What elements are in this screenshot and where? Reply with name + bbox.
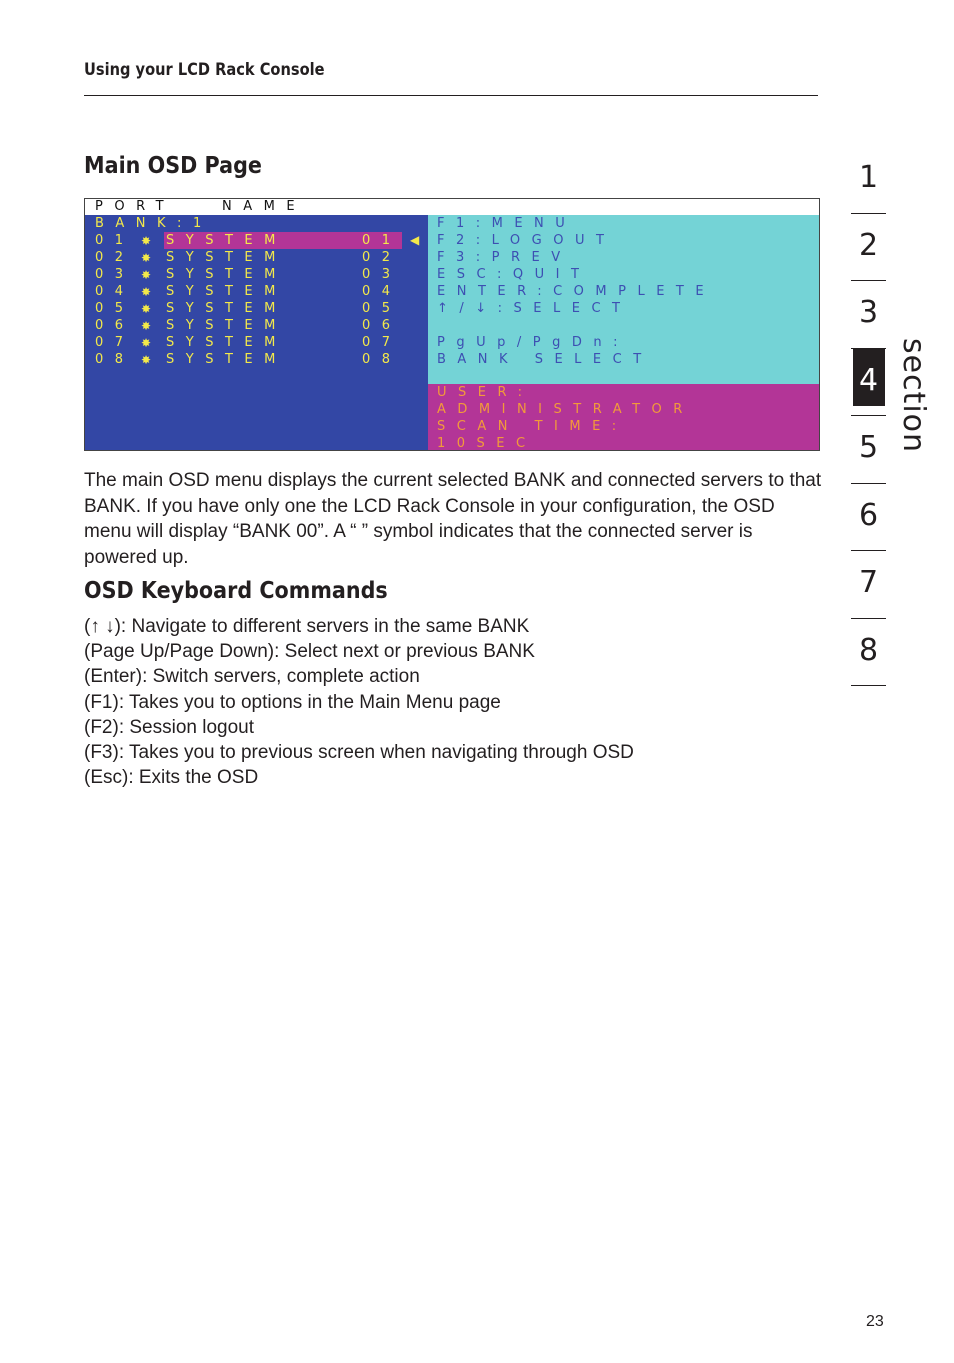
section-nav-number: 6 xyxy=(858,497,879,533)
osd-row-port: 03 xyxy=(95,267,135,282)
section-nav-item-7[interactable] xyxy=(851,551,886,619)
keyboard-commands-heading: OSD Keyboard Commands xyxy=(84,578,388,604)
keyboard-command: (F2): Session logout xyxy=(84,716,255,738)
keyboard-commands-list xyxy=(84,614,634,790)
osd-row-name: SYSTEM xyxy=(166,352,287,367)
header-rule xyxy=(84,95,818,96)
running-header: Using your LCD Rack Console xyxy=(84,60,325,80)
section-nav-number: 2 xyxy=(858,227,879,263)
osd-help-line: ENTER:COMPLETE xyxy=(437,284,716,299)
powered-up-icon: ✸ xyxy=(141,251,152,265)
osd-help-line: F1:MENU xyxy=(437,216,577,231)
section-nav-item-4[interactable] xyxy=(851,349,886,417)
osd-status-line: 10SEC xyxy=(437,436,537,451)
osd-help-line: ESC:QUIT xyxy=(437,267,591,282)
osd-row-port: 06 xyxy=(95,318,135,333)
page-number: 23 xyxy=(866,1313,884,1330)
osd-row-port: 01 xyxy=(95,233,135,248)
section-nav-number: 8 xyxy=(858,632,879,668)
keyboard-command: (↑ ↓): Navigate to different servers in the same BANK xyxy=(84,616,530,637)
keyboard-command: (Esc): Exits the OSD xyxy=(84,767,259,789)
osd-row-number: 08 xyxy=(362,352,402,367)
osd-row-port: 02 xyxy=(95,250,135,265)
selected-pointer-icon: ◀ xyxy=(410,233,420,247)
osd-row-name: SYSTEM xyxy=(166,250,287,265)
section-nav-item-5[interactable] xyxy=(851,416,886,484)
osd-row-port: 08 xyxy=(95,352,135,367)
powered-up-icon: ✸ xyxy=(141,336,152,350)
osd-row-name: SYSTEM xyxy=(166,233,287,248)
osd-help-line: ↑/↓:SELECT xyxy=(437,301,632,316)
osd-row-name: SYSTEM xyxy=(166,267,287,282)
powered-up-icon: ✸ xyxy=(141,319,152,333)
osd-row-port: 04 xyxy=(95,284,135,299)
powered-up-icon: ✸ xyxy=(141,285,152,299)
keyboard-command: (Enter): Switch servers, complete action xyxy=(84,666,420,688)
osd-row-number: 03 xyxy=(362,267,402,282)
section-nav-item-3[interactable] xyxy=(851,281,886,349)
osd-status-line: SCAN TIME: xyxy=(437,419,628,434)
powered-up-icon: ✸ xyxy=(141,302,152,316)
section-nav-number: 1 xyxy=(858,160,879,195)
section-nav-item-1[interactable] xyxy=(851,146,886,214)
osd-row-number: 02 xyxy=(362,250,402,265)
section-nav-number: 5 xyxy=(858,430,879,465)
osd-row-number: 07 xyxy=(362,335,402,350)
osd-row-name: SYSTEM xyxy=(166,318,287,333)
osd-row-name: SYSTEM xyxy=(166,301,287,316)
powered-up-icon: ✸ xyxy=(141,234,152,248)
section-nav-number: 7 xyxy=(858,565,879,600)
main-osd-heading: Main OSD Page xyxy=(84,153,262,179)
osd-bank-line: BANK:1 xyxy=(95,216,213,231)
osd-status-line: ADMINISTRATOR xyxy=(437,402,694,417)
section-nav xyxy=(851,146,886,686)
powered-up-icon: ✸ xyxy=(141,268,152,282)
section-nav-item-8[interactable] xyxy=(851,619,886,687)
osd-description: The main OSD menu displays the current selected BANK and connected servers to that BANK. If you have only one the LCD Rack Console in your configuration, the OSD menu will display “BANK 00”. A “ ” symbol indicates that the connected server is powered up. xyxy=(84,470,822,568)
osd-row-number: 06 xyxy=(362,318,402,333)
osd-row-number: 05 xyxy=(362,301,402,316)
section-nav-item-2[interactable] xyxy=(851,214,886,282)
osd-help-line: F2:LOGOUT xyxy=(437,233,616,248)
keyboard-command: (F1): Takes you to options in the Main Menu page xyxy=(84,691,501,713)
osd-row-port: 05 xyxy=(95,301,135,316)
osd-row-number: 01 xyxy=(362,233,402,248)
osd-screen xyxy=(84,198,820,451)
osd-help-line: F3:PREV xyxy=(437,250,572,265)
osd-row-name: SYSTEM xyxy=(166,335,287,350)
section-nav-item-6[interactable] xyxy=(851,484,886,552)
section-label: section xyxy=(896,338,931,454)
osd-row-number: 04 xyxy=(362,284,402,299)
keyboard-command: (Page Up/Page Down): Select next or previous BANK xyxy=(84,641,535,663)
osd-help-line: BANK SELECT xyxy=(437,352,653,367)
osd-title: PORT NAME xyxy=(95,199,307,214)
osd-help-line: PgUp/PgDn: xyxy=(437,335,629,350)
osd-row-port: 07 xyxy=(95,335,135,350)
osd-row-name: SYSTEM xyxy=(166,284,287,299)
section-nav-number: 4 xyxy=(853,349,885,406)
keyboard-command: (F3): Takes you to previous screen when navigating through OSD xyxy=(84,742,634,764)
powered-up-icon: ✸ xyxy=(141,353,152,367)
section-nav-number: 3 xyxy=(858,295,879,330)
osd-status-line: USER: xyxy=(437,385,534,400)
